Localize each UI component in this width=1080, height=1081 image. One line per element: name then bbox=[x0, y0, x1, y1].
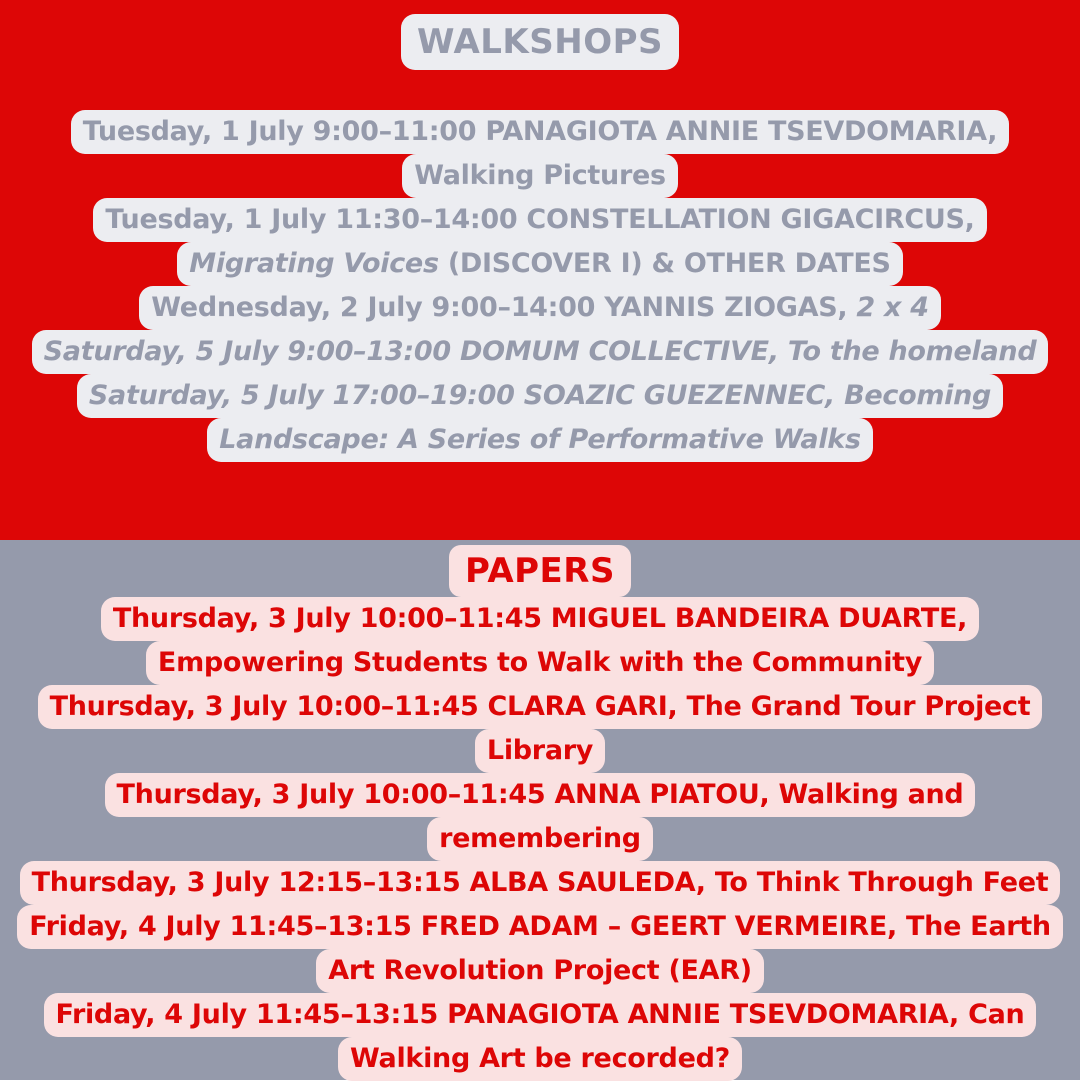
papers-title: PAPERS bbox=[0, 545, 1080, 597]
walkshop-line: Tuesday, 1 July 11:30–14:00 CONSTELLATION GIGACIRCUS, bbox=[0, 198, 1080, 242]
walkshops-title: WALKSHOPS bbox=[0, 14, 1080, 70]
walkshop-line: Tuesday, 1 July 9:00–11:00 PANAGIOTA ANNIE TSEVDOMARIA, bbox=[0, 110, 1080, 154]
walkshop-title-italic: 2 x 4 bbox=[856, 292, 929, 323]
walkshop-title-italic: Migrating Voices bbox=[189, 248, 439, 279]
walkshop-line: Landscape: A Series of Performative Walks bbox=[0, 418, 1080, 462]
paper-line: Thursday, 3 July 10:00–11:45 ANNA PIATOU, Walking and bbox=[0, 773, 1080, 817]
papers-section bbox=[0, 540, 1080, 1080]
walkshop-line: Walking Pictures bbox=[0, 154, 1080, 198]
walkshop-line: Saturday, 5 July 9:00–13:00 DOMUM COLLECTIVE, To the homeland bbox=[0, 330, 1080, 374]
paper-line: Walking Art be recorded? bbox=[0, 1037, 1080, 1081]
paper-line: Art Revolution Project (EAR) bbox=[0, 949, 1080, 993]
walkshop-line: Migrating Voices (DISCOVER I) & OTHER DATES bbox=[0, 242, 1080, 286]
paper-line: Library bbox=[0, 729, 1080, 773]
paper-line: Thursday, 3 July 10:00–11:45 MIGUEL BANDEIRA DUARTE, bbox=[0, 597, 1080, 641]
paper-line: Thursday, 3 July 12:15–13:15 ALBA SAULEDA, To Think Through Feet bbox=[0, 861, 1080, 905]
walkshops-section bbox=[0, 0, 1080, 540]
paper-line: Friday, 4 July 11:45–13:15 FRED ADAM – GEERT VERMEIRE, The Earth bbox=[0, 905, 1080, 949]
paper-line: remembering bbox=[0, 817, 1080, 861]
paper-line: Friday, 4 July 11:45–13:15 PANAGIOTA ANNIE TSEVDOMARIA, Can bbox=[0, 993, 1080, 1037]
paper-line: Thursday, 3 July 10:00–11:45 CLARA GARI, The Grand Tour Project bbox=[0, 685, 1080, 729]
walkshop-line: Saturday, 5 July 17:00–19:00 SOAZIC GUEZENNEC, Becoming bbox=[0, 374, 1080, 418]
walkshop-line: Wednesday, 2 July 9:00–14:00 YANNIS ZIOGAS, 2 x 4 bbox=[0, 286, 1080, 330]
paper-line: Empowering Students to Walk with the Community bbox=[0, 641, 1080, 685]
